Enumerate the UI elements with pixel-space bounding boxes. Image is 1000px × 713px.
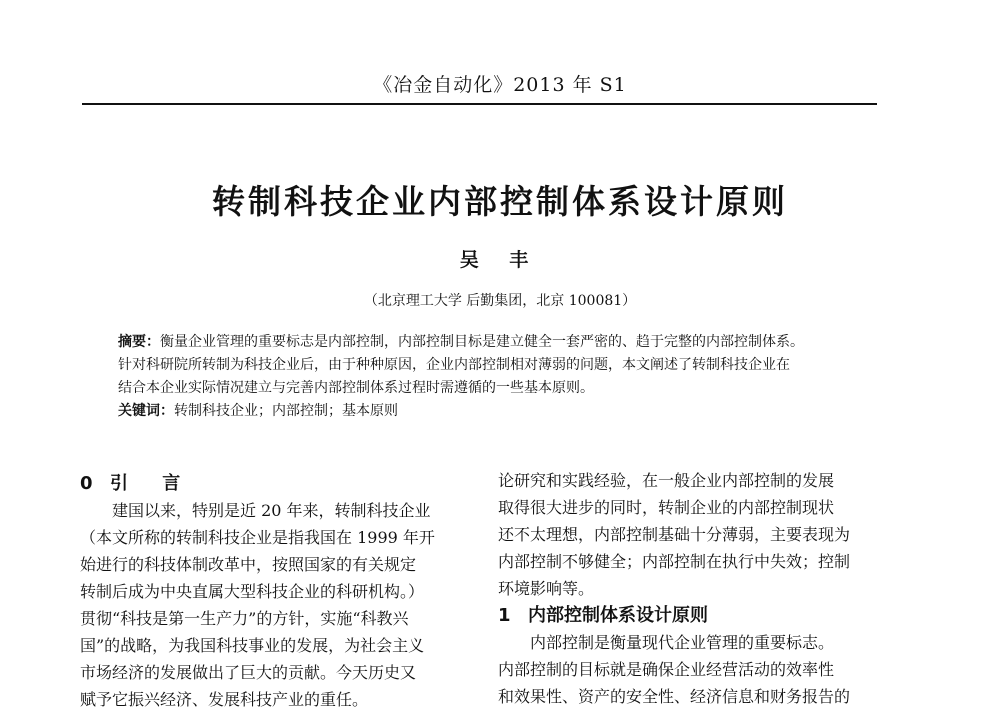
abstract-line: 针对科研院所转制为科技企业后，由于种种原因，企业内部控制相对薄弱的问题，本文阐述了转制科技企业在 bbox=[118, 357, 790, 373]
section-heading-introduction bbox=[80, 470, 475, 497]
paragraph-line: 内部控制不够健全；内部控制在执行中失效；控制 bbox=[498, 552, 851, 571]
paragraph-line: 始进行的科技体制改革中，按照国家的有关规定 bbox=[80, 555, 417, 574]
paragraph-line: 赋予它振兴经济、发展科技产业的重任。 bbox=[80, 690, 369, 709]
paragraph-line: （本文所称的转制科技企业是指我国在 1999 年开 bbox=[80, 528, 435, 547]
section-number: 1 bbox=[498, 605, 511, 626]
author: 吴 丰 bbox=[459, 249, 541, 271]
right-column bbox=[498, 467, 893, 710]
keywords-text: 转制科技企业；内部控制；基本原则 bbox=[174, 403, 398, 419]
paragraph-line: 贯彻“科技是第一生产力”的方针，实施“科教兴 bbox=[80, 609, 409, 628]
journal-header: 《冶金自动化》2013 年 S1 bbox=[373, 74, 627, 96]
left-column bbox=[80, 470, 475, 713]
paragraph-line: 内部控制是衡量现代企业管理的重要标志。 bbox=[530, 633, 835, 652]
abstract-label: 摘要： bbox=[118, 334, 160, 350]
paragraph-line: 市场经济的发展做出了巨大的贡献。今天历史又 bbox=[80, 663, 417, 682]
keywords-line bbox=[118, 400, 858, 423]
abstract-text: 衡量企业管理的重要标志是内部控制，内部控制目标是建立健全一套严密的、趋于完整的内部控制体系。 bbox=[160, 334, 804, 350]
paper-title: 转制科技企业内部控制体系设计原则 bbox=[212, 182, 788, 221]
paragraph-line: 国”的战略，为我国科技事业的发展，为社会主义 bbox=[80, 636, 425, 655]
keywords-label: 关键词： bbox=[118, 403, 174, 419]
paragraph-line: 转制后成为中央直属大型科技企业的科研机构。） bbox=[80, 582, 425, 601]
header-rule bbox=[82, 103, 877, 105]
section-number: 0 bbox=[80, 473, 93, 494]
abstract-line: 结合本企业实际情况建立与完善内部控制体系过程时需遵循的一些基本原则。 bbox=[118, 380, 594, 396]
paragraph-line: 论研究和实践经验，在一般企业内部控制的发展 bbox=[498, 471, 835, 490]
paragraph-line: 建国以来，特别是近 20 年来，转制科技企业 bbox=[112, 501, 431, 520]
paragraph-line: 环境影响等。 bbox=[498, 579, 595, 598]
section-title: 内部控制体系设计原则 bbox=[528, 605, 708, 626]
paragraph-line: 还不太理想，内部控制基础十分薄弱，主要表现为 bbox=[498, 525, 851, 544]
abstract-line bbox=[118, 331, 858, 354]
paragraph-line: 和效果性、资产的安全性、经济信息和财务报告的 bbox=[498, 687, 851, 706]
section-title: 引 言 bbox=[110, 473, 195, 494]
abstract bbox=[118, 331, 858, 423]
section-heading-design-principles bbox=[498, 602, 893, 629]
affiliation: （北京理工大学 后勤集团，北京 100081） bbox=[363, 293, 637, 309]
paragraph-line: 取得很大进步的同时，转制企业的内部控制现状 bbox=[498, 498, 835, 517]
paragraph-line: 内部控制的目标就是确保企业经营活动的效率性 bbox=[498, 660, 835, 679]
